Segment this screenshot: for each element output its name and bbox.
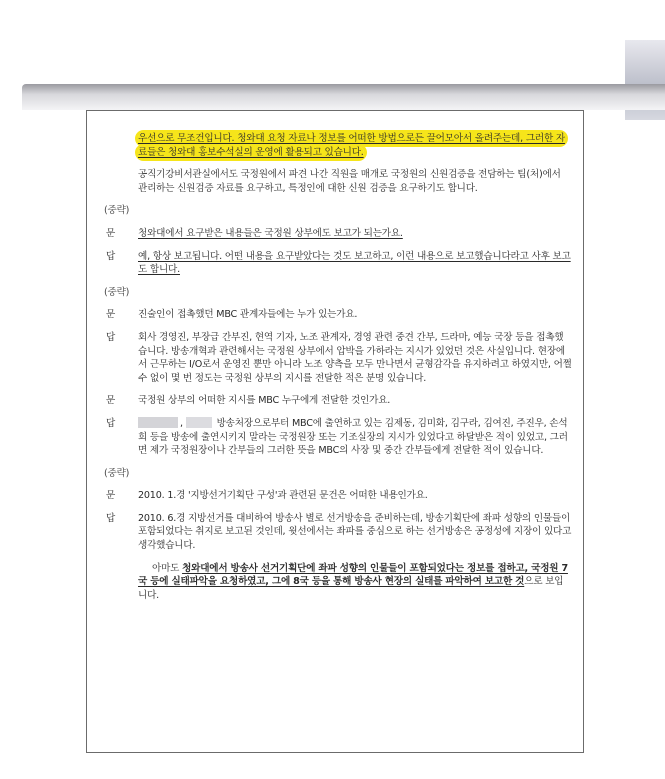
question-mark: 문	[106, 490, 116, 502]
question-text: 청와대에서 요구받은 내용들은 국정원 상부에도 보고가 되는가요.	[138, 227, 403, 239]
paragraph-text: 공직기강비서관실에서도 국정원에서 파견 나간 직원을 매개로 국정원의 신원검증을 전담하는 팀(처)에서 관리하는 신원검증 자료를 요구하고, 특정인에 대한 신원 검증을 요구하기도 합니다.	[138, 169, 561, 194]
question-row	[96, 489, 572, 503]
question-row	[96, 308, 572, 322]
paragraph-verification	[96, 168, 572, 195]
answer-row	[96, 331, 572, 385]
question-mark: 문	[106, 309, 116, 321]
question-text: 2010. 1.경 '지방선거기획단 구성'과 관련된 문건은 어떠한 내용인가요.	[138, 490, 428, 502]
answer-row	[96, 250, 572, 277]
conclusion-lead: 아마도	[152, 562, 183, 574]
question-text: 진술인이 접촉했던 MBC 관계자들에는 누가 있는가요.	[138, 309, 358, 321]
document-content	[96, 132, 572, 611]
answer-mark: 답	[106, 417, 116, 429]
omission-note: (중략)	[104, 205, 130, 217]
redaction-block	[186, 417, 212, 428]
question-row	[96, 394, 572, 408]
omission-note: (중략)	[104, 286, 130, 298]
answer-text: 방송처장으로부터 MBC에 출연하고 있는 김제동, 김미화, 김구라, 김여진, 주진우, 손석희 등을 방송에 출연시키지 말라는 국정원장 또는 기조실장의 지시가 있었다고 하달받은 적이 있었고, 그러면 제가 국정원장이나 간부들의 그러한 뜻을 MBC의 사장 및 중간 간부들에게 전달한 적이 있습니다.	[138, 417, 568, 457]
answer-text: 회사 경영진, 부장급 간부진, 현역 기자, 노조 관계자, 경영 관련 중견 간부, 드라마, 예능 국장 등을 접촉했습니다. 방송개혁과 관련해서는 국정원 상부에서 압박을 가하라는 지시가 있었던 것은 사실입니다. 현장에서 근무하는 I/O로서 운영진 뿐만 아니라 노조 양측을 모두 만나면서 균형감각을 유지하려고 하였지만, 어쩔수 없이 몇 번 정도는 국정원 상부의 지시를 전달한 적은 분명 있습니다.	[138, 331, 572, 384]
question-mark: 문	[106, 227, 116, 239]
answer-row	[96, 512, 572, 553]
question-row	[96, 227, 572, 241]
answer-mark: 답	[106, 331, 116, 343]
scan-shadow	[22, 84, 665, 110]
answer-mark: 답	[106, 250, 116, 262]
question-mark: 문	[106, 395, 116, 407]
answer-text: 2010. 6.경 지방선거를 대비하여 방송사 별로 선거방송을 준비하는데, 방송기획단에 좌파 성향의 인물들이 포함되었다는 취지로 보고된 것인데, 윗선에서는 좌파를 중심으로 하는 선거방송은 공정성에 지장이 있다고 생각했습니다.	[138, 512, 572, 552]
redaction-block	[138, 417, 178, 428]
conclusion-tail: 으로 보입니다.	[138, 576, 564, 601]
question-text: 국정원 상부의 어떠한 지시를 MBC 누구에게 전달한 것인가요.	[138, 395, 391, 407]
answer-mark: 답	[106, 512, 116, 524]
conclusion-paragraph	[96, 562, 572, 603]
conclusion-emphasis: 청와대에서 방송사 선거기획단에 좌파 성향의 인물들이 포함되었다는 정보를 접하고, 국정원 7국 등에 실태파악을 요청하였고, 그에 8국 등을 통해 방송사 현장의 실태를 파악하여 보고한 것	[138, 562, 568, 588]
answer-text: 예, 항상 보고됩니다. 어떤 내용을 요구받았다는 것도 보고하고, 이런 내용으로 보고했습니다라고 사후 보고도 합니다.	[138, 250, 571, 276]
highlighted-paragraph	[96, 132, 572, 159]
answer-row: 답 , 방송처장으로부터 MBC에 출연하고 있는 김제동, 김미화, 김구라, 김여진, 주진우, 손석희 등을 방송에 출연시키지 말라는 국정원장 또는 기조실장의 지시가 있었다고 하달받은 적이 있었고, 그러면 제가 국정원장이나 간부들의 그러한 뜻을 MBC의 사장 및 중간 간부들에게 전달한 적이 있습니다.	[106, 417, 568, 457]
highlighted-text: 우선으로 무조건입니다. 청와대 요청 자료나 정보를 어떠한 방법으로든 끌어모아서 올려주는데, 그러한 자료들은 청와대 홍보수석실의 운영에 활용되고 있습니다.	[138, 133, 565, 158]
omission-note: (중략)	[104, 467, 130, 479]
